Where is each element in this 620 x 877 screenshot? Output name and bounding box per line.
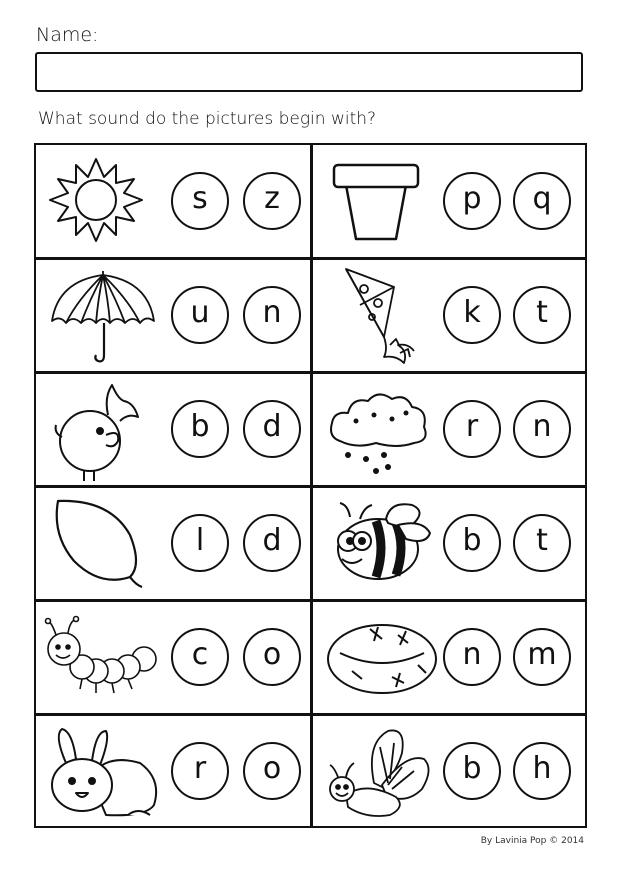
letter-choice[interactable]: d [243, 514, 301, 572]
bird-icon [48, 379, 148, 483]
letter-choice[interactable]: b [443, 514, 501, 572]
instructions-text: What sound do the pictures begin with? [38, 109, 377, 129]
worksheet-cell [312, 601, 586, 713]
worksheet-cell [312, 373, 586, 485]
letter-choice[interactable]: l [171, 514, 229, 572]
caterpillar-icon [44, 615, 164, 699]
letter-choice[interactable]: n [443, 628, 501, 686]
sun-icon [46, 155, 146, 245]
letter-choice[interactable]: h [513, 742, 571, 800]
letter-choice[interactable]: s [171, 172, 229, 230]
letter-choice[interactable]: r [443, 400, 501, 458]
nest-icon [322, 617, 442, 699]
letter-choice[interactable]: c [171, 628, 229, 686]
letter-choice[interactable]: r [171, 742, 229, 800]
credit-text: By Lavinia Pop © 2014 [480, 836, 584, 846]
name-label: Name: [36, 24, 99, 46]
worksheet-cell [312, 145, 586, 257]
rain-cloud-icon [326, 385, 436, 479]
bee-icon [326, 497, 436, 593]
rabbit-icon [46, 723, 166, 821]
worksheet-cell [36, 487, 310, 599]
letter-choice[interactable]: q [513, 172, 571, 230]
worksheet-cell [36, 259, 310, 371]
letter-choice[interactable]: n [513, 400, 571, 458]
worksheet-cell [312, 715, 586, 827]
butterfly-icon [326, 723, 436, 823]
worksheet-cell [36, 373, 310, 485]
leaf-icon [50, 495, 150, 595]
worksheet-cell [312, 259, 586, 371]
letter-choice[interactable]: t [513, 514, 571, 572]
letter-choice[interactable]: u [171, 286, 229, 344]
letter-choice[interactable]: m [513, 628, 571, 686]
worksheet-cell [36, 601, 310, 713]
letter-choice[interactable]: k [443, 286, 501, 344]
letter-choice[interactable]: b [171, 400, 229, 458]
worksheet-grid [34, 143, 587, 828]
letter-choice[interactable]: o [243, 742, 301, 800]
letter-choice[interactable]: p [443, 172, 501, 230]
name-field[interactable] [35, 52, 583, 92]
umbrella-icon [48, 269, 158, 365]
letter-choice[interactable]: o [243, 628, 301, 686]
worksheet-cell [36, 715, 310, 827]
letter-choice[interactable]: b [443, 742, 501, 800]
worksheet-cell [312, 487, 586, 599]
flower-pot-icon [326, 159, 426, 244]
letter-choice[interactable]: t [513, 286, 571, 344]
letter-choice[interactable]: d [243, 400, 301, 458]
kite-icon [334, 265, 434, 369]
letter-choice[interactable]: n [243, 286, 301, 344]
worksheet-cell [36, 145, 310, 257]
letter-choice[interactable]: z [243, 172, 301, 230]
